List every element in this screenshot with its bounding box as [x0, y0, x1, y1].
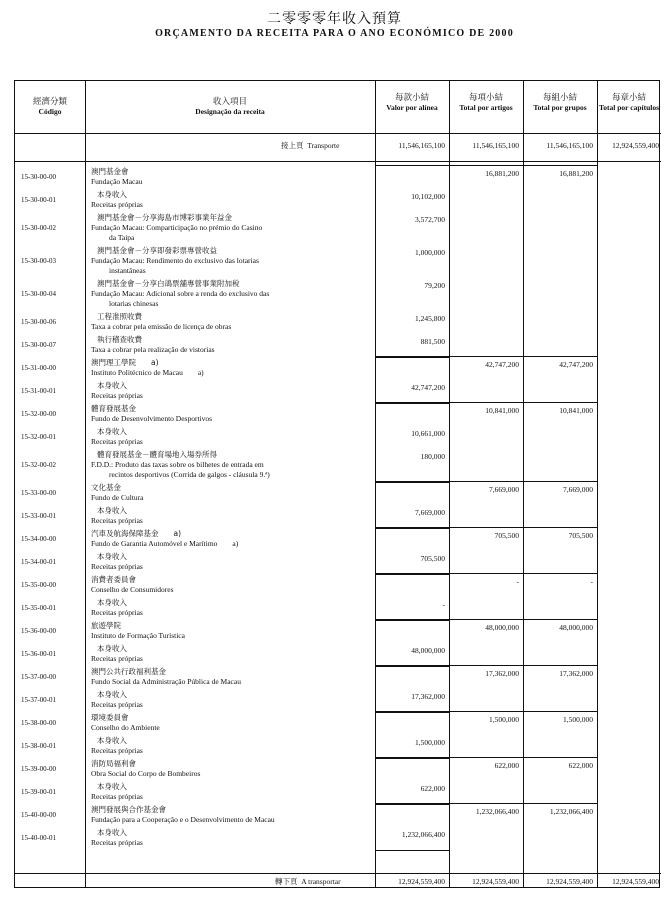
row-alinea-value: 3,572,700: [415, 215, 445, 224]
row-grupos-value: 7,669,000: [563, 485, 593, 494]
row-designation-chinese: 本身收入: [97, 427, 127, 436]
row-designation-portuguese: Instituto de Formação Turística: [91, 631, 185, 640]
row-designation-portuguese: Receitas próprias: [91, 437, 143, 446]
row-artigos-value: 17,362,000: [485, 669, 519, 678]
row-designation-portuguese: Receitas próprias: [91, 654, 143, 663]
row-designation-portuguese: F.D.D.: Produto das taxas sobre os bilhetes de entrada em: [91, 460, 264, 469]
transport-capitulos: 12,924,559,400: [612, 141, 659, 150]
row-alinea-value: 1,000,000: [415, 248, 445, 257]
row-code: 15-32-00-02: [21, 461, 56, 469]
page-title-chinese: 二零零零年收入預算: [267, 12, 402, 27]
row-alinea-value: 7,669,000: [415, 508, 445, 517]
transport-label: 接上頁 Transporte: [281, 141, 340, 150]
row-code: 15-37-00-01: [21, 696, 56, 704]
row-rule: [375, 619, 597, 620]
row-code: 15-30-00-04: [21, 290, 56, 298]
row-code: 15-31-00-01: [21, 387, 56, 395]
row-grupos-value: 16,881,200: [559, 169, 593, 178]
row-designation-portuguese: Fundação Macau: Comparticipação no prémio do Casino: [91, 223, 263, 232]
row-designation-portuguese: Receitas próprias: [91, 608, 143, 617]
row-rule: [375, 528, 449, 529]
row-designation-portuguese: recintos desportivos (Corrida de galgos - cláusula 9.ª): [109, 470, 270, 479]
row-rule: [375, 574, 449, 575]
row-grupos-value: 1,232,066,400: [549, 807, 593, 816]
row-designation-portuguese: Taxa a cobrar pela realização de vistorias: [91, 345, 215, 354]
row-rule: [375, 850, 449, 851]
row-alinea-value: 42,747,200: [411, 383, 445, 392]
row-rule: [375, 357, 449, 358]
row-designation-chinese: 澳門公共行政福利基金: [91, 667, 166, 676]
row-code: 15-39-00-01: [21, 788, 56, 796]
row-designation-portuguese: Conselho do Ambiente: [91, 723, 160, 732]
row-rule: [375, 804, 449, 805]
row-alinea-value: 1,500,000: [415, 738, 445, 747]
row-alinea-value: 705,500: [420, 554, 445, 563]
row-code: 15-36-00-00: [21, 627, 56, 635]
row-designation-portuguese: instantâneas: [109, 266, 146, 275]
row-designation-chinese: 執行稽查收費: [97, 335, 142, 344]
row-artigos-value: 705,500: [494, 531, 519, 540]
row-code: 15-34-00-00: [21, 535, 56, 543]
row-code: 15-34-00-01: [21, 558, 56, 566]
row-designation-portuguese: Obra Social do Corpo de Bombeiros: [91, 769, 201, 778]
row-artigos-value: 1,500,000: [489, 715, 519, 724]
row-code: 15-40-00-00: [21, 811, 56, 819]
row-artigos-value: -: [516, 577, 519, 586]
row-designation-chinese: 體育發展基金－體育場地入場券所得: [97, 450, 217, 459]
row-designation-portuguese: Fundação para a Cooperação e o Desenvolvimento de Macau: [91, 815, 275, 824]
row-designation-portuguese: Receitas próprias: [91, 516, 143, 525]
row-alinea-value: 1,245,800: [415, 314, 445, 323]
row-grupos-value: 42,747,200: [559, 360, 593, 369]
row-code: 15-38-00-00: [21, 719, 56, 727]
page-title-portuguese: ORÇAMENTO DA RECEITA PARA O ANO ECONÓMICO DE 2000: [155, 28, 514, 39]
row-designation-portuguese: Receitas próprias: [91, 391, 143, 400]
column-rule: [85, 81, 86, 887]
footer-top-rule: [15, 873, 661, 874]
row-alinea-value: 180,000: [420, 452, 445, 461]
row-designation-chinese: 澳門理工學院 a): [91, 358, 159, 367]
row-designation-portuguese: Fundo de Garantia Automóvel e Marítimo a): [91, 539, 239, 548]
row-designation-chinese: 本身收入: [97, 828, 127, 837]
header-alinea: 每款小結 Valor por alínea: [386, 93, 438, 112]
row-rule: [375, 757, 597, 758]
row-designation-chinese: 消費者委員會: [91, 575, 136, 584]
row-designation-chinese: 本身收入: [97, 736, 127, 745]
row-artigos-value: 1,232,066,400: [475, 807, 519, 816]
row-designation-chinese: 文化基金: [91, 483, 121, 492]
transport-alinea: 11,546,165,100: [398, 141, 445, 150]
row-grupos-value: 10,841,000: [559, 406, 593, 415]
row-designation-portuguese: Fundação Macau: Rendimento do exclusivo das lotarias: [91, 256, 259, 265]
row-grupos-value: 622,000: [568, 761, 593, 770]
row-designation-chinese: 工程准照收費: [97, 312, 142, 321]
row-alinea-value: 10,102,000: [411, 192, 445, 201]
row-designation-portuguese: lotarias chinesas: [109, 299, 159, 308]
row-designation-portuguese: Fundo de Desenvolvimento Desportivos: [91, 414, 213, 423]
row-designation-chinese: 環境委員會: [91, 713, 129, 722]
row-artigos-value: 10,841,000: [485, 406, 519, 415]
transport-grupos: 11,546,165,100: [546, 141, 593, 150]
row-rule: [375, 712, 449, 713]
row-designation-portuguese: Receitas próprias: [91, 562, 143, 571]
row-designation-portuguese: Instituto Politécnico de Macau a): [91, 368, 204, 377]
row-code: 15-38-00-01: [21, 742, 56, 750]
row-grupos-value: 48,000,000: [559, 623, 593, 632]
budget-table: [14, 80, 660, 888]
row-grupos-value: 17,362,000: [559, 669, 593, 678]
row-code: 15-30-00-00: [21, 173, 56, 181]
row-code: 15-32-00-00: [21, 410, 56, 418]
row-artigos-value: 622,000: [494, 761, 519, 770]
row-code: 15-39-00-00: [21, 765, 56, 773]
row-designation-chinese: 消防局福利會: [91, 759, 136, 768]
header-code: 經濟分類 Código: [32, 97, 67, 116]
footer-capitulos: 12,924,559,400: [612, 877, 659, 886]
row-designation-portuguese: Fundação Macau: [91, 177, 143, 186]
row-rule: [375, 403, 449, 404]
row-designation-portuguese: Receitas próprias: [91, 792, 143, 801]
row-designation-chinese: 澳門基金會－分享白鴿票舖專營事業附加稅: [97, 279, 240, 288]
row-artigos-value: 48,000,000: [485, 623, 519, 632]
row-designation-portuguese: Receitas próprias: [91, 838, 143, 847]
row-alinea-value: 881,500: [420, 337, 445, 346]
footer-grupos: 12,924,559,400: [546, 877, 593, 886]
row-designation-chinese: 本身收入: [97, 644, 127, 653]
row-code: 15-30-00-06: [21, 318, 56, 326]
row-designation-chinese: 本身收入: [97, 506, 127, 515]
row-designation-portuguese: da Taipa: [109, 233, 135, 242]
header-grupos: 每組小結 Total por grupos: [533, 93, 587, 112]
row-rule: [375, 711, 597, 712]
row-rule: [375, 665, 597, 666]
row-code: 15-32-00-01: [21, 433, 56, 441]
footer-label: 轉下頁 A transportar: [275, 877, 341, 886]
row-rule: [375, 356, 597, 357]
row-code: 15-33-00-00: [21, 489, 56, 497]
row-code: 15-37-00-00: [21, 673, 56, 681]
header-bottom-rule: [15, 133, 661, 134]
row-artigos-value: 42,747,200: [485, 360, 519, 369]
row-designation-chinese: 汽車及航海保障基金 a): [91, 529, 182, 538]
row-grupos-value: 705,500: [568, 531, 593, 540]
row-alinea-value: 622,000: [420, 784, 445, 793]
row-grupos-value: 1,500,000: [563, 715, 593, 724]
row-rule: [375, 402, 597, 403]
row-designation-chinese: 本身收入: [97, 598, 127, 607]
row-rule: [375, 527, 597, 528]
row-alinea-value: 48,000,000: [411, 646, 445, 655]
row-designation-portuguese: Receitas próprias: [91, 700, 143, 709]
row-grupos-value: -: [590, 577, 593, 586]
column-rule: [597, 81, 598, 887]
header-designation: 收入項目 Designação da receita: [195, 97, 265, 116]
row-code: 15-30-00-07: [21, 341, 56, 349]
row-designation-chinese: 本身收入: [97, 552, 127, 561]
row-alinea-value: -: [442, 600, 445, 609]
row-designation-chinese: 旅遊學院: [91, 621, 121, 630]
row-designation-chinese: 本身收入: [97, 782, 127, 791]
row-designation-chinese: 本身收入: [97, 690, 127, 699]
row-designation-chinese: 澳門基金會－分享海島市博彩事業年益金: [97, 213, 232, 222]
row-code: 15-33-00-01: [21, 512, 56, 520]
row-code: 15-30-00-02: [21, 224, 56, 232]
row-designation-portuguese: Fundo Social da Administração Pública de Macau: [91, 677, 241, 686]
row-code: 15-35-00-01: [21, 604, 56, 612]
row-designation-chinese: 本身收入: [97, 190, 127, 199]
row-rule: [375, 666, 449, 667]
row-alinea-value: 1,232,066,400: [401, 830, 445, 839]
row-designation-portuguese: Fundo de Cultura: [91, 493, 144, 502]
row-artigos-value: 7,669,000: [489, 485, 519, 494]
row-rule: [375, 482, 449, 483]
header-capitulos: 每章小結 Total por capítulos: [598, 93, 659, 112]
row-designation-portuguese: Receitas próprias: [91, 200, 143, 209]
row-designation-chinese: 澳門發展與合作基金會: [91, 805, 166, 814]
row-alinea-value: 79,200: [424, 281, 445, 290]
footer-alinea: 12,924,559,400: [398, 877, 445, 886]
transport-artigos: 11,546,165,100: [472, 141, 519, 150]
row-alinea-value: 17,362,000: [411, 692, 445, 701]
row-code: 15-40-00-01: [21, 834, 56, 842]
row-alinea-value: 10,661,000: [411, 429, 445, 438]
row-rule: [375, 803, 597, 804]
row-designation-portuguese: Fundação Macau: Adicional sobre a renda do exclusivo das: [91, 289, 270, 298]
row-designation-portuguese: Receitas próprias: [91, 746, 143, 755]
row-designation-portuguese: Conselho de Consumidores: [91, 585, 174, 594]
row-designation-chinese: 澳門基金會: [91, 167, 129, 176]
row-artigos-value: 16,881,200: [485, 169, 519, 178]
row-code: 15-30-00-03: [21, 257, 56, 265]
row-rule: [375, 758, 449, 759]
row-designation-chinese: 體育發展基金: [91, 404, 136, 413]
row-rule: [375, 620, 449, 621]
row-rule: [375, 165, 597, 166]
row-rule: [375, 481, 597, 482]
row-code: 15-35-00-00: [21, 581, 56, 589]
row-code: 15-31-00-00: [21, 364, 56, 372]
header-artigos: 每項小結 Total por artigos: [459, 93, 513, 112]
row-designation-chinese: 澳門基金會－分享即發彩票專營收益: [97, 246, 217, 255]
row-designation-portuguese: Taxa a cobrar pela emissão de licença de obras: [91, 322, 232, 331]
row-rule: [375, 573, 597, 574]
footer-artigos: 12,924,559,400: [472, 877, 519, 886]
row-code: 15-36-00-01: [21, 650, 56, 658]
row-code: 15-30-00-01: [21, 196, 56, 204]
transport-bottom-rule: [15, 161, 661, 162]
row-designation-chinese: 本身收入: [97, 381, 127, 390]
